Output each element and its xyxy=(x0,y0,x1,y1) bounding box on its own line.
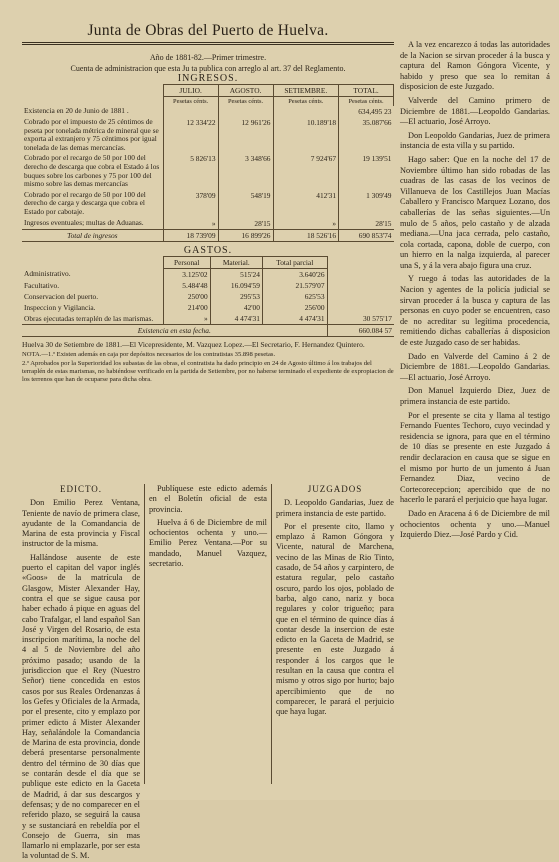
table-row xyxy=(22,153,394,189)
table-row xyxy=(22,280,394,291)
cell-value: 515'24 xyxy=(210,268,262,280)
juzgados-para: D. Leopoldo Gandarias, Juez de primera instancia de este partido. xyxy=(276,498,394,518)
cell-value: 10.189'18 xyxy=(273,117,339,153)
right-para: Por el presente se cita y llama al testigo Fernando Fuentes Techoro, cuyo vecindad y residencia se ignora, para que en el término de 10 días se presente en este Juzgado á rendir declaracion en causa que se sigue en el mismo por hurto de un jumento á Juan Fernandez Diaz, vecino de Cortecorecepcion; apercibido que de no hacerlo le parará el perjuicio que haya lugar. xyxy=(400,410,550,505)
intro-text: Cuenta de administracion que esta Ju ta publica con arreglo al art. 37 del Reglamento. xyxy=(70,64,346,73)
ingresos-table xyxy=(22,84,394,242)
edicto-para: Publíquese este edicto además en el Boletín oficial de esta provincia. xyxy=(149,484,267,514)
announcements xyxy=(22,484,394,861)
existencia-row xyxy=(22,324,394,336)
juzgados-column xyxy=(276,484,394,755)
cell-value xyxy=(163,106,218,117)
cell-value: 12 961'26 xyxy=(218,117,273,153)
cell-value: » xyxy=(163,218,218,230)
total-row xyxy=(22,229,394,241)
juzgados-para: Por el presente cito, llamo y emplazo á Ramon Góngora y Vicente, natural de Marchena, vecino de las Minas de Rio Tinto, casado, de 54 años y carpintero, de estatura regular, pelo castaño oscuro, pardo los ojos, poblado de barba, algo cano, nariz y boca regulares y color trigueño; para que en el término de quince días á contar desde la insercion de este edicto en la Gaceta de Madrid, se presente en este Juzgado á responder á los cargos que le resultan en la causa que contra el mismo y otros sigo por hurto; bajo apercibimiento que de no comparecer, le parará el perjuicio que haya lugar. xyxy=(276,521,394,717)
edicto-para: Don Emilio Perez Ventana, Teniente de navío de primera clase, ayudante de la Comandancia de Marina de esta provincia y Fiscal instructor de la misma. xyxy=(22,498,140,549)
subtitle: Año de 1881-82.—Primer trimestre. xyxy=(149,53,267,62)
cell-value xyxy=(273,106,339,117)
subcol: Pesetas cénts. xyxy=(273,97,339,107)
cell-value: Conservacion del puerto. xyxy=(24,291,99,301)
row-label: Ingresos eventuales; multas de Aduanas. xyxy=(24,217,144,227)
cell-value: 21.579'07 xyxy=(262,280,327,291)
cell-value: 625'53 xyxy=(262,291,327,302)
cell-value: 295'53 xyxy=(210,291,262,302)
cell-value: Obras ejecutadas terraplén de las marismas. xyxy=(24,313,154,323)
cell-value: 250'00 xyxy=(163,291,210,302)
right-para: Dado en Valverde del Camino á 2 de Diciembre de 1881.—Leopoldo Gandarias.—El actuario, José Arroyo. xyxy=(400,351,550,382)
cell-value: 1 309'49 xyxy=(339,190,394,218)
cell-value: 4 474'31 xyxy=(210,313,262,325)
cell-value: 690 853'74 xyxy=(339,229,394,241)
cell-value: 634,495 23 xyxy=(339,106,394,117)
cell-value: 18 526'16 xyxy=(273,229,339,241)
table-row xyxy=(22,190,394,218)
right-para: Don Manuel Izquierdo Diez, Juez de primera instancia de este partido. xyxy=(400,386,550,406)
cell-value: 5 826'13 xyxy=(163,153,218,189)
total-label: Total de ingresos xyxy=(67,230,118,240)
cell-value: 412'31 xyxy=(273,190,339,218)
existencia-value: 660.084 57 xyxy=(327,324,394,336)
col-personal: Personal xyxy=(163,256,210,268)
col-julio: JULIO. xyxy=(163,85,218,97)
page-title: Junta de Obras del Puerto de Huelva. xyxy=(87,22,329,39)
cell-value: 548'19 xyxy=(218,190,273,218)
subcol: Pesetas cénts. xyxy=(339,97,394,107)
cell-value: 19 139'51 xyxy=(339,153,394,189)
cell-value: 3.640'26 xyxy=(262,268,327,280)
right-para: Dado en Aracena á 6 de Diciembre de mil ochocientos ochenta y uno.—Manuel Izquierdo Diez.—José Pardo y Cid. xyxy=(400,508,550,540)
existencia-label: Existencia en esta fecha. xyxy=(137,325,211,335)
cell-value: 16.094'59 xyxy=(210,280,262,291)
right-para: Hago saber: Que en la noche del 17 de Noviembre último han sido robadas de las cuadras de las casas de los vecinos de Villanueva de los Castillejos Juan Macías Caballero y Francisco Marquez Lozano, dos caballerías de las señas siguientes.—Un mulo de 5 años, pelo castaño y de alzada mediana.—Una jaca cerrada, pelo castaño, cola cortada, capona, doble de cuerpo, con un hierro en la nalga izquierda, al parecer una S, y á la vera abajo figura una cruz. xyxy=(400,154,550,270)
juzgados-heading: JUZGADOS xyxy=(307,484,363,494)
title-rule xyxy=(22,42,394,45)
cell-value: » xyxy=(163,313,210,325)
cell-value: 3 348'66 xyxy=(218,153,273,189)
table-row xyxy=(22,302,394,313)
row-label: Cobrado por el recargo de 50 por 100 del derecho de descarga que cobra el Estado á los buques sobre los carbones y 75 por 100 del mismo sobre las demas mercancías xyxy=(24,153,160,189)
table-row xyxy=(22,218,394,230)
cell-value: 16 899'26 xyxy=(218,229,273,241)
table-row xyxy=(22,291,394,302)
note-2: 2.º Aprobados por la Superioridad los subastas de las obras, el contratista ha dado principio en 24 de Agosto último á los trabajos del terraplén de estas marismas, no habiéndose verificado en la partida de Setiembre, por no haberse terminado el expediente de expropiacion de los terrenos que han de ocuparse para dicha obra. xyxy=(22,360,394,383)
col-material: Material. xyxy=(210,256,262,268)
table-row xyxy=(22,268,394,280)
gastos-heading: GASTOS. xyxy=(183,244,233,256)
row-label: Cobrado por el impuesto de 25 céntimos de peseta por tonelada métrica de mineral que se exporta al extranjero y 75 céntimos por igual tonelada de las demas mercancías. xyxy=(24,117,159,152)
ingresos-heading: INGRESOS. xyxy=(177,73,239,84)
cell-value: » xyxy=(273,218,339,230)
cell-value: 214'00 xyxy=(163,302,210,313)
right-para: Y ruego á todas las autoridades de la Nacion y agentes de la policía judicial se sirvan proceder á la busca y captura de las personas en cuyo poder se encuentren, caso de no acreditar su legítima procedencia, remitiendo dichas caballerías á disposicion de este Juzgado caso de ser habidas. xyxy=(400,274,550,348)
col-total: TOTAL. xyxy=(339,85,394,97)
right-column xyxy=(400,40,550,790)
right-para: Valverde del Camino primero de Diciembre de 1881.—Leopoldo Gandarias.—El actuario, José Arroyo. xyxy=(400,95,550,127)
edicto-para: Hallándose ausente de este puerto el capitan del vapor inglés «Goos» de la matrícula de Glasgow, Mister Alexander Hay, contra el que se sigue causa por haber echado á pique en aguas del cabo Trafalgar, el land español San José y Virgen del Rosario, de esta inscripcion marítima, la noche del 4 al 5 de Noviembre del año próximo pasado; usando de la jurisdiccion que el Rey (Nuestro Señor) tiene concedida en estos casos por sus Reales Ordenanzas á los Gefes y Oficiales de la Armada, por el presente, cito y emplazo por primer edicto á Mister Alexander Hay, señalándole la Comandancia de Marina de esta provincia, donde deberá presentarse personalmente dentro del término de 30 días que se contarán desde el día que se publique este edicto en la Gaceta de Madrid, á dar sus descargos y defensas; y de no comparecer en el referido plazo, se seguirá la causa y se sustanciará en rebeldía por el Consejo de Guerra, sin mas llamarlo ni emplazarle, por ser esta la voluntad de S. M. xyxy=(22,552,140,861)
col-setiembre: SETIEMBRE. xyxy=(273,85,339,97)
table-row xyxy=(22,106,394,117)
note-1: NOTA.—1.º Existen además en caja por depósitos necesarios de los contratistas 35.898 pesetas. xyxy=(22,350,276,358)
right-para: A la vez encarezco á todas las autoridades de la Nacion se sirvan proceder á la busca y captura del Ramon Góngora Vicente, y habido y preso que sea lo remitan á disposicion de este Juzgado. xyxy=(400,40,550,92)
cell-value: 28'15 xyxy=(218,218,273,230)
edicto-continued xyxy=(149,484,267,572)
signature: Huelva 30 de Setiembre de 1881.—El Vicepresidente, M. Vazquez Lopez.—El Secretario, F. Hernandez Quintero. xyxy=(22,339,365,349)
col-total-parcial: Total parcial xyxy=(262,256,327,268)
cell-value: 4 474'31 xyxy=(262,313,327,325)
cell-value: 18 739'09 xyxy=(163,229,218,241)
edicto-column xyxy=(22,484,140,861)
cell-value: 28'15 xyxy=(339,218,394,230)
gastos-table xyxy=(22,256,394,337)
table-row xyxy=(22,313,394,325)
row-label: Existencia en 20 de Junio de 1881 . xyxy=(24,106,129,115)
gastos-total: 30 575'17 xyxy=(327,313,394,325)
cell-value: 7 924'67 xyxy=(273,153,339,189)
cell-value: 3.125'02 xyxy=(163,268,210,280)
subcol: Pesetas cénts. xyxy=(218,97,273,107)
cell-value xyxy=(218,106,273,117)
subcol: Pesetas cénts. xyxy=(163,97,218,107)
cell-value: 12 334'22 xyxy=(163,117,218,153)
table-row xyxy=(22,117,394,153)
cell-value: 35.087'66 xyxy=(339,117,394,153)
edicto-heading: EDICTO. xyxy=(59,484,103,494)
cell-value: Administrativo. xyxy=(24,269,71,279)
accounts-block xyxy=(22,18,394,384)
cell-value: 42'00 xyxy=(210,302,262,313)
right-para: Don Leopoldo Gandarias, Juez de primera instancia de esta villa y su partido. xyxy=(400,130,550,151)
row-label: Cobrado por el recargo de 50 por 100 del derecho de carga y descarga que cobra el Estado por cabotaje. xyxy=(24,189,146,216)
cell-value: 378'09 xyxy=(163,190,218,218)
cell-value: 5.484'48 xyxy=(163,280,210,291)
cell-value: 256'00 xyxy=(262,302,327,313)
cell-value: Inspeccion y Vigilancia. xyxy=(24,302,96,312)
edicto-para: Huelva á 6 de Diciembre de mil ochocientos ochenta y uno.—Emilio Perez Ventana.—Por su mandado, Manuel Vazquez, secretario. xyxy=(149,517,267,569)
cell-value: Facultativo. xyxy=(24,280,60,290)
col-agosto: AGOSTO. xyxy=(218,85,273,97)
